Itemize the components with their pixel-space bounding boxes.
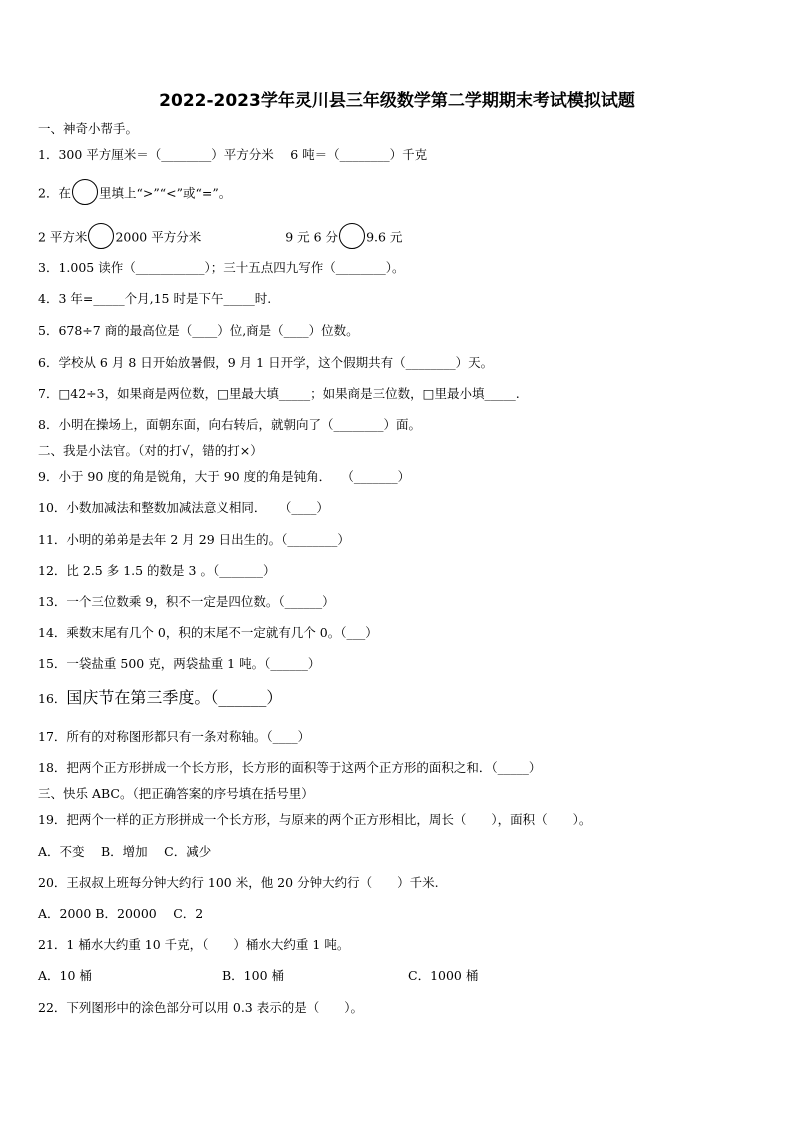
question-12: 12．比 2.5 多 1.5 的数是 3 。（_______）: [38, 563, 276, 578]
section-2-heading: 二、我是小法官。（对的打√，错的打×）: [38, 443, 263, 458]
question-2-examples: [38, 225, 402, 251]
section-1-heading: 一、神奇小帮手。: [38, 121, 139, 136]
question-18: 18．把两个正方形拼成一个长方形，长方形的面积等于这两个正方形的面积之和．（_____）: [38, 760, 542, 775]
example-2-right: 9.6 元: [366, 229, 403, 245]
option-c: C．1000 桶: [408, 968, 479, 983]
question-2-text-b: 里填上“>”“<”或“=”。: [98, 185, 232, 201]
question-21: 21．1 桶水大约重 10 千克，（ ）桶水大约重 1 吨。: [38, 937, 350, 952]
question-14: 14．乘数末尾有几个 0，积的末尾不一定就有几个 0。（___）: [38, 625, 378, 640]
question-22: 22．下列图形中的涂色部分可以用 0.3 表示的是（ ）。: [38, 1000, 363, 1015]
question-5: 5．678÷7 商的最高位是（____）位,商是（____）位数。: [38, 323, 359, 338]
question-2: [38, 181, 231, 207]
compare-circle-icon: [72, 179, 98, 205]
compare-circle-icon: [88, 223, 114, 249]
question-8: 8．小明在操场上，面朝东面，向右转后，就朝向了（________）面。: [38, 417, 421, 432]
option-a: A．10 桶: [38, 968, 92, 983]
example-1-left: 2 平方米: [38, 229, 88, 245]
question-16-number: 16．: [38, 691, 67, 706]
question-9: 9．小于 90 度的角是锐角，大于 90 度的角是钝角． （_______）: [38, 469, 411, 484]
question-21-options: [38, 968, 478, 984]
question-16: [38, 690, 282, 707]
example-1-right: 2000 平方分米: [115, 229, 202, 245]
question-19: 19．把两个一样的正方形拼成一个长方形，与原来的两个正方形相比，周长（ ），面积（ ）。: [38, 812, 592, 827]
question-6: 6．学校从 6 月 8 日开始放暑假，9 月 1 日开学，这个假期共有（________）天。: [38, 355, 494, 370]
question-4: 4．3 年=_____个月,15 时是下午_____时.: [38, 291, 272, 306]
question-7: 7．□42÷3，如果商是两位数，□里最大填_____；如果商是三位数，□里最小填_____.: [38, 386, 520, 401]
question-17: 17．所有的对称图形都只有一条对称轴。（____）: [38, 729, 311, 744]
question-11: 11．小明的弟弟是去年 2 月 29 日出生的。（________）: [38, 532, 350, 547]
question-16-text: 国庆节在第三季度。（______）: [66, 688, 283, 707]
question-13: 13．一个三位数乘 9，积不一定是四位数。（______）: [38, 594, 335, 609]
question-20: 20．王叔叔上班每分钟大约行 100 米，他 20 分钟大约行（ ）千米.: [38, 875, 439, 890]
question-19-options: A．不变 B．增加 C．减少: [38, 844, 212, 859]
compare-circle-icon: [339, 223, 365, 249]
question-20-options: A．2000 B．20000 C．2: [38, 906, 204, 921]
question-1: 1．300 平方厘米＝（________）平方分米 6 吨＝（________）千克: [38, 147, 428, 162]
question-15: 15．一袋盐重 500 克，两袋盐重 1 吨。（______）: [38, 656, 321, 671]
option-b: B．100 桶: [222, 968, 285, 983]
page-title: 2022-2023学年灵川县三年级数学第二学期期末考试模拟试题: [159, 91, 635, 111]
question-2-text-a: 2．在: [38, 185, 71, 201]
section-3-heading: 三、快乐 ABC。（把正确答案的序号填在括号里）: [38, 786, 314, 801]
question-3: 3．1.005 读作（___________）；三十五点四九写作（________）。: [38, 260, 405, 275]
question-10: 10．小数加减法和整数加减法意义相同． （____）: [38, 500, 329, 515]
example-2-left: 9 元 6 分: [285, 229, 339, 245]
